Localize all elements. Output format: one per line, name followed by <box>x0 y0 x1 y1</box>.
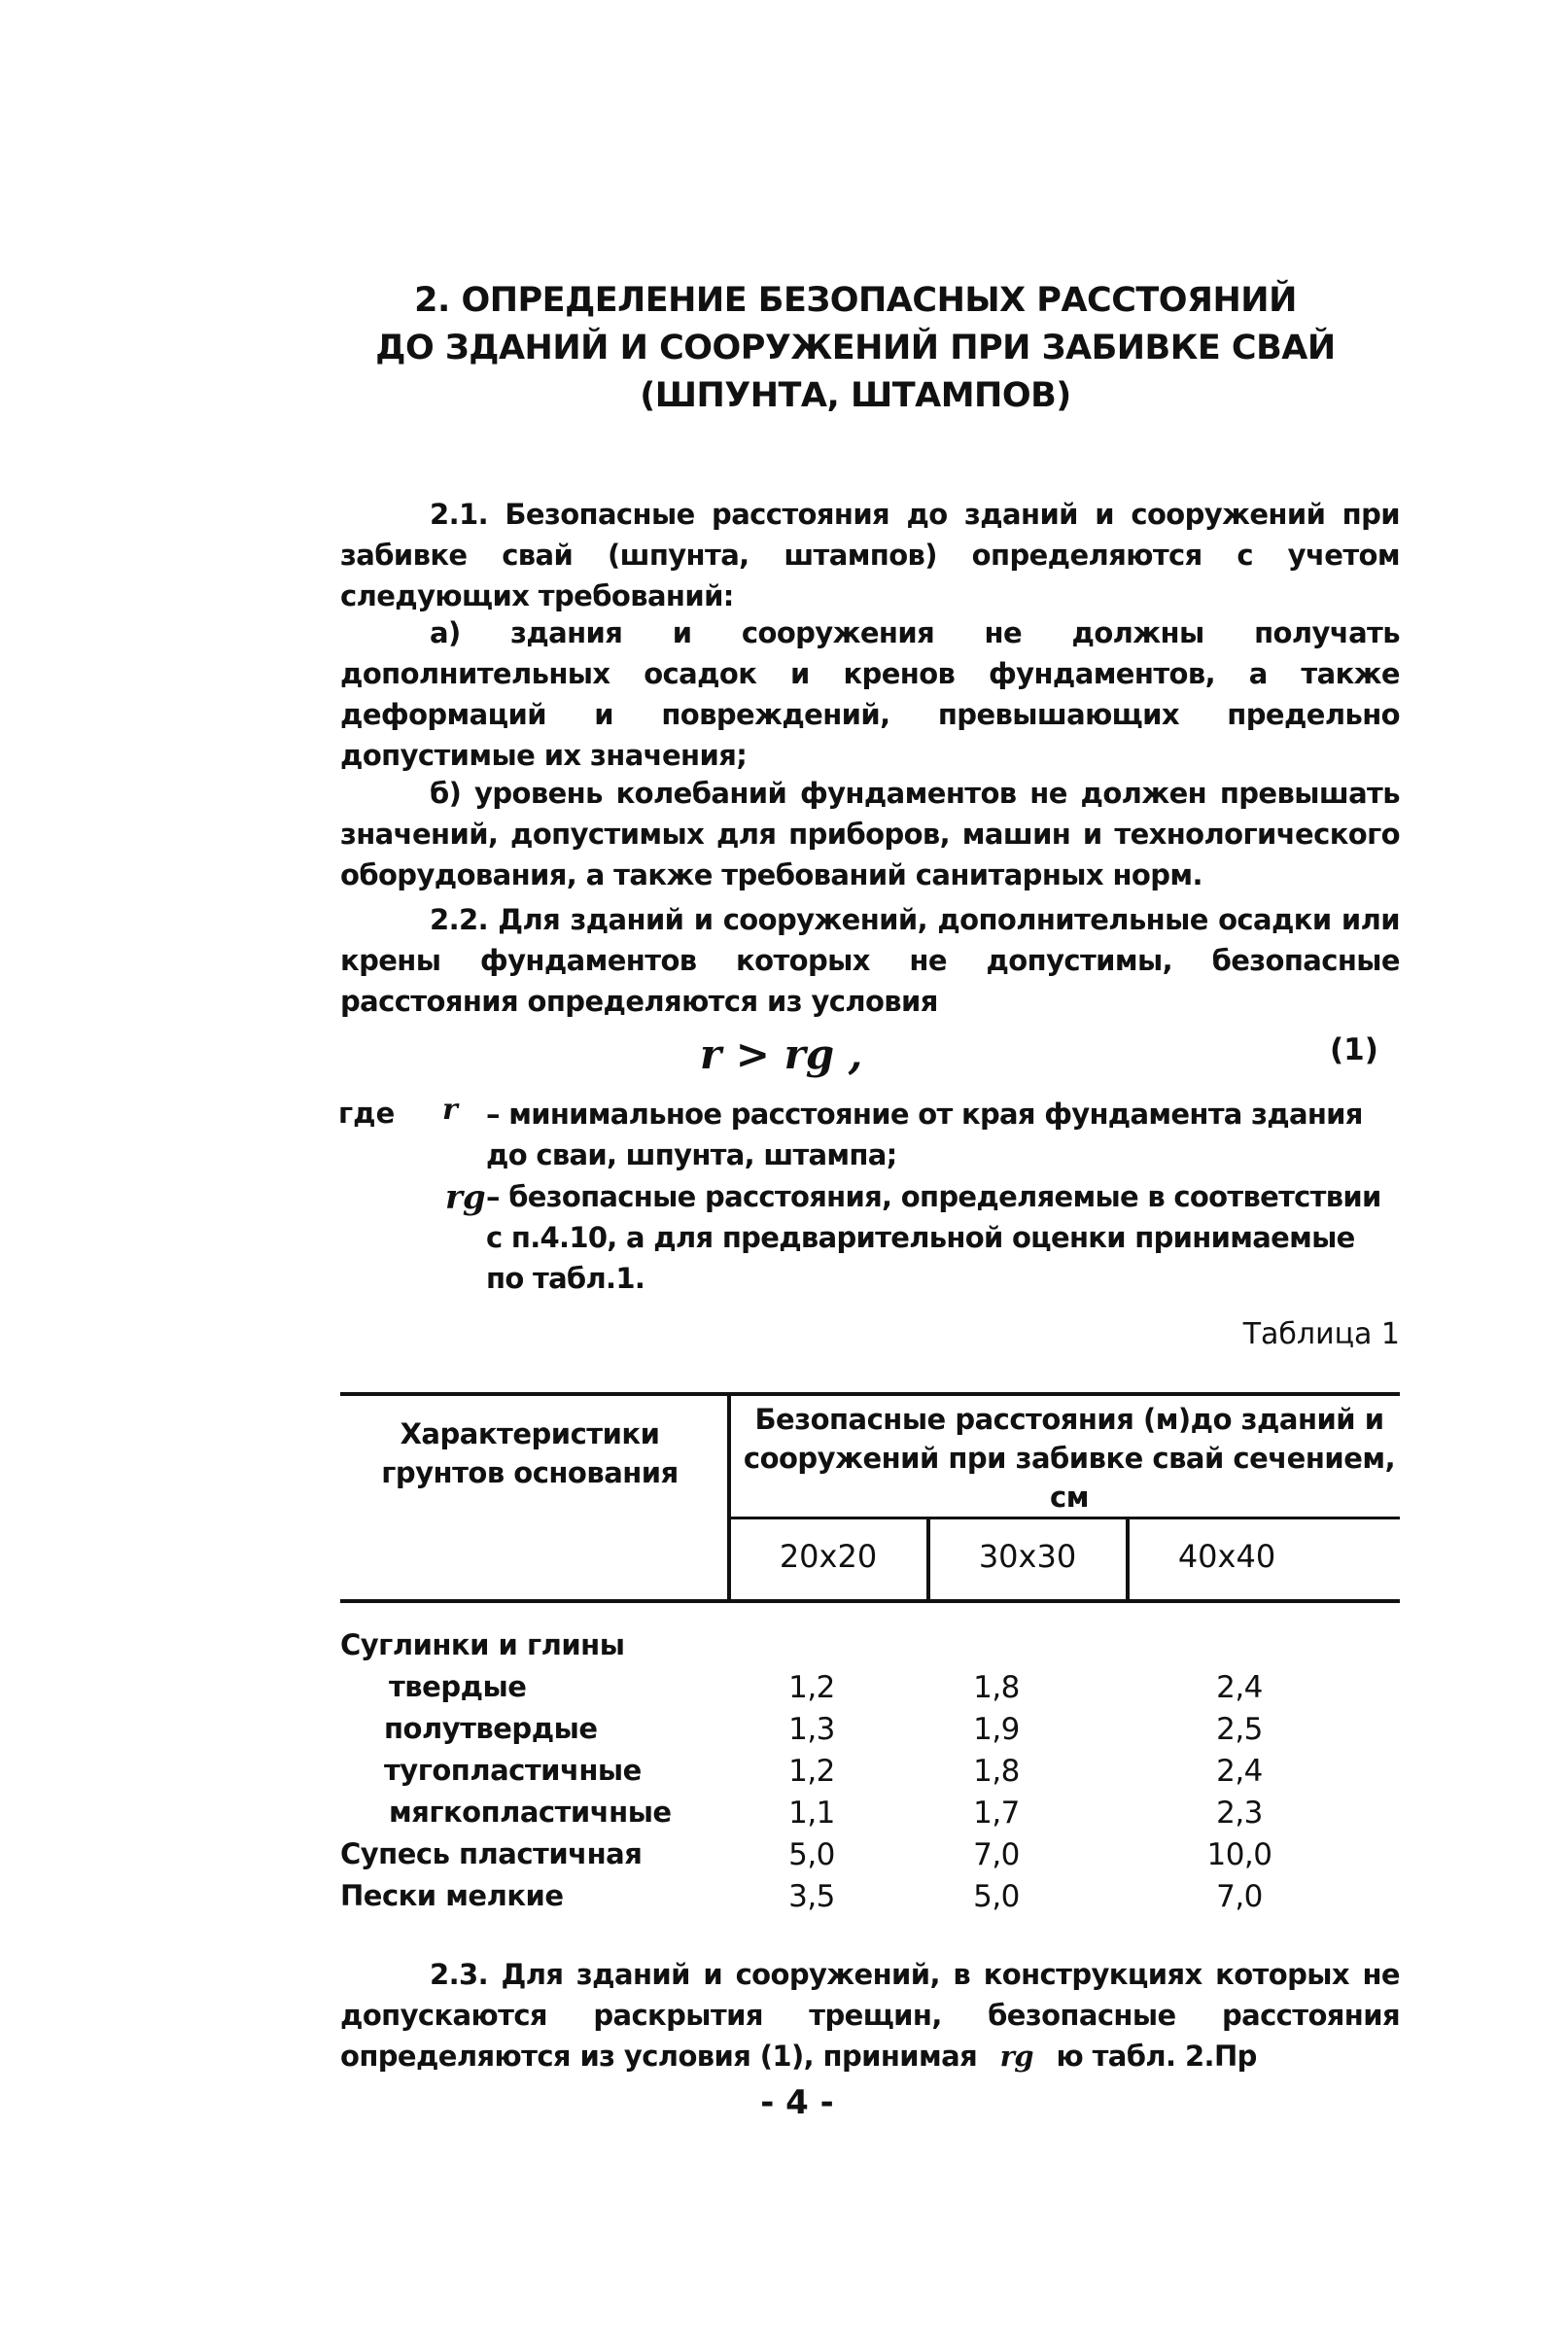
symbol-rg: rg <box>445 1178 486 1217</box>
paragraph-2-2 <box>340 899 1400 1022</box>
paragraph-2-1-text: 2.1. Безопасные расстояния до зданий и сооружений при забивке свай (шпунта, штампов) определяются с учетом следующих требований: <box>340 498 1400 612</box>
page-number: - 4 - <box>760 2083 834 2122</box>
row-value-20x20: 3,5 <box>788 1879 835 1914</box>
row-value-30x30: 1,8 <box>973 1670 1020 1705</box>
row-value-20x20: 1,3 <box>788 1712 835 1747</box>
where-label: где <box>338 1097 396 1130</box>
paragraph-2-3-text: 2.3. Для зданий и сооружений, в конструкциях которых не допускаются раскрытия трещин, безопасные расстояния определяются из условия (1), принимая <box>340 1958 1400 2073</box>
table-subheader-rule <box>729 1517 1400 1519</box>
row-value-30x30: 5,0 <box>973 1879 1020 1914</box>
definition-r: – минимальное расстояние от края фундамента здания до сваи, шпунта, штампа; <box>486 1098 1363 1171</box>
definition-rg: – безопасные расстояния, определяемые в соответствии с п.4.10, а для предварительной оценки принимаемые по табл.1. <box>486 1180 1381 1295</box>
row-value-40x40: 7,0 <box>1216 1879 1263 1914</box>
table-header-size-1: 20x20 <box>779 1538 878 1575</box>
paragraph-2-3 <box>340 1954 1400 2076</box>
row-label: Суглинки и глины <box>340 1628 625 1661</box>
formula: r > rg , <box>700 1030 863 1078</box>
row-label: мягкопластичные <box>389 1796 672 1829</box>
row-value-40x40: 10,0 <box>1206 1837 1272 1872</box>
row-label: тугопластичные <box>384 1754 642 1787</box>
row-value-20x20: 1,2 <box>788 1754 835 1789</box>
table-row <box>0 1837 1568 1878</box>
row-label: Пески мелкие <box>340 1879 564 1912</box>
row-value-40x40: 2,4 <box>1216 1670 1263 1705</box>
paragraph-2-2-text: 2.2. Для зданий и сооружений, дополнительные осадки или крены фундаментов которых не допустимы, безопасные расстояния определяются из условия <box>340 903 1400 1018</box>
section-heading <box>321 277 1390 420</box>
row-value-20x20: 1,2 <box>788 1670 835 1705</box>
row-label: полутвердые <box>384 1712 598 1745</box>
paragraph-2-3-tail: ю табл. 2.Пр <box>1056 2040 1257 2073</box>
row-label: Супесь пластичная <box>340 1837 643 1870</box>
paragraph-b <box>340 773 1400 895</box>
row-value-30x30: 1,9 <box>973 1712 1020 1747</box>
heading-line-1: 2. ОПРЕДЕЛЕНИЕ БЕЗОПАСНЫХ РАССТОЯНИЙ <box>414 281 1297 320</box>
equation-number: (1) <box>1330 1032 1378 1067</box>
table-row <box>0 1670 1568 1711</box>
table-row <box>0 1879 1568 1920</box>
table-header-soil: Характеристики грунтов основания <box>381 1417 679 1489</box>
table-row <box>0 1796 1568 1836</box>
table-row <box>0 1712 1568 1753</box>
heading-line-3: (ШПУНТА, ШТАМПОВ) <box>640 376 1071 415</box>
table-top-rule <box>340 1392 1400 1396</box>
table-header-size-3: 40x40 <box>1177 1538 1276 1575</box>
table-header-bottom-rule <box>340 1599 1400 1603</box>
row-value-30x30: 1,8 <box>973 1754 1020 1789</box>
row-value-40x40: 2,4 <box>1216 1754 1263 1789</box>
row-value-40x40: 2,3 <box>1216 1796 1263 1831</box>
row-label: твердые <box>389 1670 527 1703</box>
table-row <box>0 1754 1568 1795</box>
table-row <box>0 1628 1568 1669</box>
paragraph-2-1 <box>340 494 1400 616</box>
paragraph-b-text: б) уровень колебаний фундаментов не должен превышать значений, допустимых для приборов, машин и технологического оборудования, а также требований санитарных норм. <box>340 777 1400 891</box>
row-value-20x20: 5,0 <box>788 1837 835 1872</box>
row-value-30x30: 1,7 <box>973 1796 1020 1831</box>
table-header-distances: Безопасные расстояния (м)до зданий и сооружений при забивке свай сечением, см <box>743 1403 1396 1514</box>
heading-line-2: ДО ЗДАНИЙ И СООРУЖЕНИЙ ПРИ ЗАБИВКЕ СВАЙ <box>375 329 1336 367</box>
symbol-r: r <box>442 1093 458 1127</box>
table-header-size-2: 30x30 <box>978 1538 1077 1575</box>
row-value-40x40: 2,5 <box>1216 1712 1263 1747</box>
paragraph-2-3-symbol: rg <box>999 2040 1033 2073</box>
row-value-20x20: 1,1 <box>788 1796 835 1831</box>
paragraph-a-text: а) здания и сооружения не должны получать дополнительных осадок и кренов фундаментов, а также деформаций и повреждений, превышающих предельно допустимые их значения; <box>340 616 1400 772</box>
paragraph-a <box>340 612 1400 776</box>
row-value-30x30: 7,0 <box>973 1837 1020 1872</box>
table-caption: Таблица 1 <box>1242 1317 1400 1351</box>
